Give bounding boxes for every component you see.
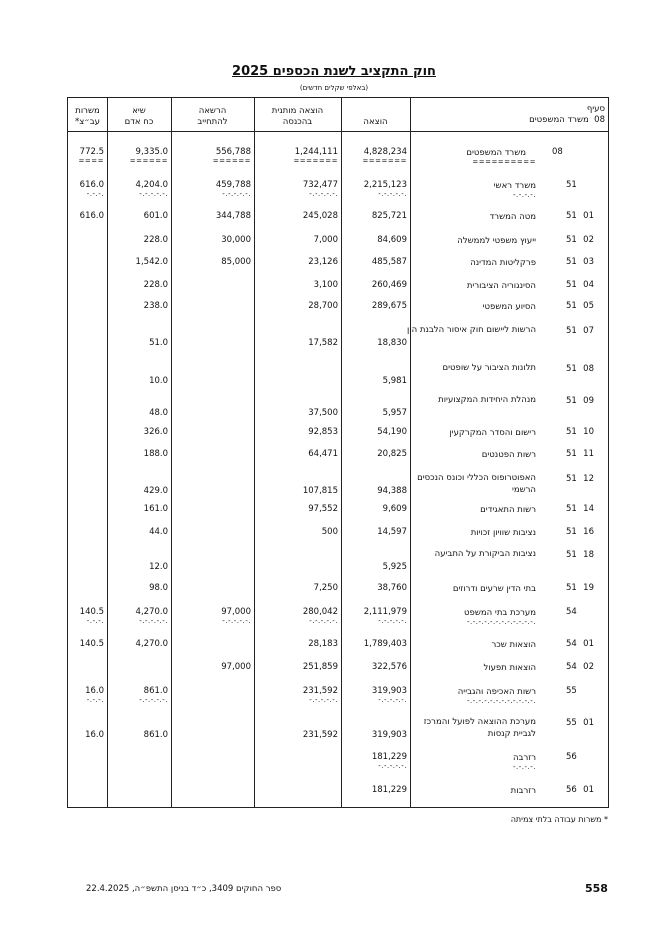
row-code-main: 51 — [566, 449, 577, 459]
cell-harshaa: 556,788 — [215, 147, 251, 157]
page-subtitle: (באלפי שקלים חדשים) — [299, 84, 369, 92]
cell-underline: ======= — [293, 157, 338, 165]
cell-motnit: 7,250 — [313, 583, 338, 593]
cell-underline: -.-.-.-.-. — [139, 696, 168, 704]
row-code-main: 51 — [566, 583, 577, 593]
name-underline: ========== — [472, 158, 536, 166]
cell-shia: 188.0 — [143, 449, 168, 459]
row-name: תלונות הציבור על שופטים — [442, 363, 536, 373]
row-code-main: 51 — [566, 550, 577, 560]
cell-shia: 10.0 — [149, 376, 168, 386]
cell-hotsaa: 289,675 — [371, 301, 407, 311]
cell-motnit: 1,244,111 — [294, 147, 338, 157]
cell-harshaa: 97,000 — [221, 662, 251, 672]
row-code-main: 54 — [566, 639, 577, 649]
row-name: משרד המשפטים — [466, 148, 526, 158]
cell-shia: 228.0 — [143, 235, 168, 245]
cell-mishrot: 772.5 — [79, 147, 104, 157]
cell-underline: -.-.-.-.-. — [222, 617, 251, 625]
cell-hotsaa: 18,830 — [377, 338, 407, 348]
row-name: רשות הפטנטים — [481, 450, 536, 460]
row-code-sub: 16 — [583, 527, 594, 537]
cell-hotsaa: 2,215,123 — [363, 180, 407, 190]
footer-citation: ספר החוקים 3409, כ״ד בניסן התשפ״ה, 22.4.2025 — [86, 884, 282, 894]
page-title: חוק התקציב לשנת הכספים 2025 — [232, 64, 436, 79]
cell-underline: -.-.-. — [86, 696, 104, 704]
cell-shia: 4,270.0 — [135, 639, 168, 649]
name-underline: -.-.-.-.-.-.-.-.-.-.-.-. — [466, 697, 536, 705]
row-name: מערכת ההוצאה לפועל והמרכז לגביית קנסות — [423, 717, 536, 739]
cell-shia: 326.0 — [143, 427, 168, 437]
cell-hotsaa: 825,721 — [371, 211, 407, 221]
row-code-main: 54 — [566, 607, 577, 617]
cell-motnit: 28,183 — [308, 639, 338, 649]
row-name: רזרבות — [510, 786, 536, 796]
row-name: נציבות הביקורת על התביעה — [434, 549, 536, 559]
cell-hotsaa: 5,925 — [382, 562, 407, 572]
cell-underline: -.-.-.-.-. — [139, 190, 168, 198]
cell-motnit: 500 — [321, 527, 338, 537]
row-code-sub: 02 — [583, 235, 594, 245]
cell-underline: -.-.-.-.-. — [378, 696, 407, 704]
cell-mishrot: 616.0 — [79, 180, 104, 190]
name-underline: -.-.-.-.-.-.-.-.-.-.-.-. — [466, 618, 536, 626]
cell-shia: 228.0 — [143, 280, 168, 290]
cell-motnit: 3,100 — [313, 280, 338, 290]
cell-motnit: 231,592 — [302, 686, 338, 696]
cell-motnit: 732,477 — [302, 180, 338, 190]
name-underline: -.-.-.-. — [512, 763, 536, 771]
col-header-shia: שיא כח אדם — [124, 106, 154, 127]
cell-underline: -.-.-. — [86, 190, 104, 198]
col-header-mishrot: משרות עב״צ* — [74, 106, 100, 127]
row-name: האפוטרופוס הכללי וכונס הנכסים הרשמי — [417, 473, 536, 495]
row-name: רשות התאגידים — [480, 505, 536, 515]
cell-hotsaa: 38,760 — [377, 583, 407, 593]
cell-shia: 12.0 — [149, 562, 168, 572]
cell-underline: -.-.-.-.-. — [139, 617, 168, 625]
cell-shia: 4,204.0 — [135, 180, 168, 190]
cell-motnit: 97,552 — [308, 504, 338, 514]
col-header-seif: סעיף 08 משרד המשפטים — [529, 104, 605, 125]
cell-shia: 861.0 — [143, 730, 168, 740]
row-code-main: 56 — [566, 785, 577, 795]
cell-shia: 238.0 — [143, 301, 168, 311]
row-code-main: 51 — [566, 474, 577, 484]
col-header-hotsaa: הוצאה — [363, 117, 388, 127]
cell-underline: -.-.-.-.-. — [309, 617, 338, 625]
cell-underline: ====== — [212, 157, 251, 165]
row-code-main: 51 — [566, 364, 577, 374]
row-code-main: 54 — [566, 662, 577, 672]
cell-underline: -.-.-.-.-. — [222, 190, 251, 198]
row-name: רשות האכיפה והגבייה — [457, 687, 536, 697]
row-code-main: 51 — [566, 504, 577, 514]
row-code-main: 55 — [566, 686, 577, 696]
row-name: מטה המשרד — [489, 212, 536, 222]
cell-underline: -.-.-. — [86, 617, 104, 625]
row-name: ייעוץ משפטי לממשלה — [457, 236, 536, 246]
row-code-sub: 01 — [583, 639, 594, 649]
cell-harshaa: 459,788 — [215, 180, 251, 190]
row-code-sub: 09 — [583, 396, 594, 406]
cell-underline: -.-.-.-.-. — [378, 190, 407, 198]
row-code-main: 51 — [566, 235, 577, 245]
cell-motnit: 23,126 — [308, 257, 338, 267]
footnote: * משרות עבודה בלתי צמיתה — [510, 815, 608, 824]
cell-motnit: 28,700 — [308, 301, 338, 311]
cell-underline: ====== — [129, 157, 168, 165]
row-code-sub: 14 — [583, 504, 594, 514]
name-underline: -.-.-.-. — [512, 191, 536, 199]
row-name: פרקליטות המדינה — [470, 258, 536, 268]
cell-hotsaa: 20,825 — [377, 449, 407, 459]
row-code-main: 51 — [566, 257, 577, 267]
cell-underline: -.-.-.-.-. — [309, 696, 338, 704]
row-code-sub: 05 — [583, 301, 594, 311]
cell-hotsaa: 5,981 — [382, 376, 407, 386]
cell-hotsaa: 181,229 — [371, 752, 407, 762]
cell-shia: 48.0 — [149, 408, 168, 418]
cell-hotsaa: 181,229 — [371, 785, 407, 795]
cell-hotsaa: 14,597 — [377, 527, 407, 537]
row-code-main: 55 — [566, 718, 577, 728]
cell-harshaa: 97,000 — [221, 607, 251, 617]
row-code-main: 51 — [566, 396, 577, 406]
row-code-sub: 03 — [583, 257, 594, 267]
cell-hotsaa: 4,828,234 — [363, 147, 407, 157]
cell-shia: 44.0 — [149, 527, 168, 537]
row-name: מנהלת היחידות המקצועיות — [438, 395, 536, 405]
row-name: הסינגוריה הציבורית — [466, 281, 536, 291]
row-code-main: 56 — [566, 752, 577, 762]
cell-mishrot: 16.0 — [85, 686, 104, 696]
cell-motnit: 37,500 — [308, 408, 338, 418]
cell-underline: ==== — [78, 157, 104, 165]
row-name: משרד ראשי — [493, 181, 536, 191]
cell-hotsaa: 319,903 — [371, 730, 407, 740]
cell-shia: 601.0 — [143, 211, 168, 221]
cell-mishrot: 16.0 — [85, 730, 104, 740]
cell-shia: 51.0 — [149, 338, 168, 348]
cell-hotsaa: 319,903 — [371, 686, 407, 696]
cell-shia: 98.0 — [149, 583, 168, 593]
row-code-sub: 10 — [583, 427, 594, 437]
row-code-main: 51 — [566, 211, 577, 221]
cell-harshaa: 344,788 — [215, 211, 251, 221]
cell-motnit: 107,815 — [302, 486, 338, 496]
row-name: הוצאות שכר — [491, 640, 536, 650]
row-name: הסיוע המשפטי — [482, 302, 536, 312]
cell-hotsaa: 94,388 — [377, 486, 407, 496]
row-code-sub: 08 — [583, 364, 594, 374]
cell-underline: -.-.-.-.-. — [309, 190, 338, 198]
row-name: בתי הדין שרעים ודרוזים — [452, 584, 536, 594]
cell-hotsaa: 322,576 — [371, 662, 407, 672]
row-name: רזרבה — [512, 753, 536, 763]
cell-underline: -.-.-.-.-. — [378, 617, 407, 625]
cell-motnit: 245,028 — [302, 211, 338, 221]
row-code-main: 51 — [566, 180, 577, 190]
row-code-sub: 19 — [583, 583, 594, 593]
col-header-motnit: הוצאה מותנית בהכנסה — [271, 106, 324, 127]
cell-shia: 861.0 — [143, 686, 168, 696]
row-code-main: 51 — [566, 301, 577, 311]
cell-hotsaa: 84,609 — [377, 235, 407, 245]
cell-motnit: 231,592 — [302, 730, 338, 740]
row-code-main: 08 — [552, 147, 563, 157]
row-code-sub: 12 — [583, 474, 594, 484]
row-code-main: 51 — [566, 427, 577, 437]
cell-shia: 429.0 — [143, 486, 168, 496]
row-code-main: 51 — [566, 326, 577, 336]
cell-harshaa: 30,000 — [221, 235, 251, 245]
cell-shia: 4,270.0 — [135, 607, 168, 617]
cell-motnit: 7,000 — [313, 235, 338, 245]
row-code-sub: 18 — [583, 550, 594, 560]
cell-shia: 9,335.0 — [135, 147, 168, 157]
cell-hotsaa: 54,190 — [377, 427, 407, 437]
cell-hotsaa: 1,789,403 — [363, 639, 407, 649]
page-number: 558 — [585, 882, 608, 895]
cell-harshaa: 85,000 — [221, 257, 251, 267]
cell-underline: -.-.-.-.-. — [378, 762, 407, 770]
cell-mishrot: 140.5 — [79, 607, 104, 617]
row-code-sub: 11 — [583, 449, 594, 459]
row-name: רישום והסדר המקרקעין — [449, 428, 536, 438]
cell-motnit: 92,853 — [308, 427, 338, 437]
row-code-sub: 02 — [583, 662, 594, 672]
row-name: הוצאות תפעול — [483, 663, 536, 673]
col-header-harshaa: הרשאה להתחייב — [197, 106, 228, 127]
row-code-main: 51 — [566, 280, 577, 290]
cell-motnit: 64,471 — [308, 449, 338, 459]
cell-hotsaa: 5,957 — [382, 408, 407, 418]
row-code-sub: 04 — [583, 280, 594, 290]
cell-motnit: 280,042 — [302, 607, 338, 617]
row-name: נציבות שוויון זכויות — [470, 528, 536, 538]
cell-hotsaa: 260,469 — [371, 280, 407, 290]
cell-motnit: 251,859 — [302, 662, 338, 672]
row-code-sub: 01 — [583, 785, 594, 795]
row-code-sub: 01 — [583, 211, 594, 221]
row-name: הרשות ליישום חוק איסור הלבנת הון — [407, 325, 536, 335]
row-code-sub: 07 — [583, 326, 594, 336]
row-code-sub: 01 — [583, 718, 594, 728]
row-code-main: 51 — [566, 527, 577, 537]
cell-hotsaa: 9,609 — [382, 504, 407, 514]
cell-shia: 161.0 — [143, 504, 168, 514]
cell-hotsaa: 485,587 — [371, 257, 407, 267]
cell-underline: ======= — [362, 157, 407, 165]
cell-mishrot: 616.0 — [79, 211, 104, 221]
cell-shia: 1,542.0 — [135, 257, 168, 267]
cell-motnit: 17,582 — [308, 338, 338, 348]
cell-mishrot: 140.5 — [79, 639, 104, 649]
row-name: מערכת בתי המשפט — [464, 608, 536, 618]
cell-hotsaa: 2,111,979 — [363, 607, 407, 617]
